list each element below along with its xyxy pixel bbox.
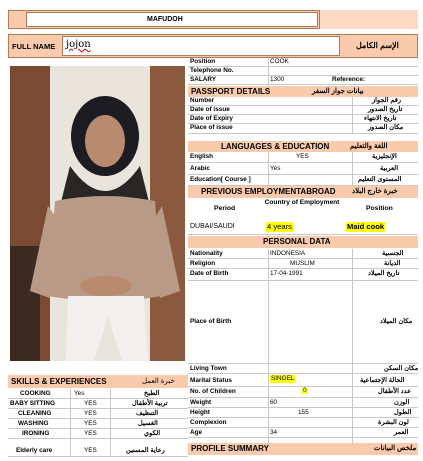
skill-cleaning-row [8, 409, 188, 419]
salary-label: SALARY [190, 76, 217, 83]
dob-label: Date of Birth [190, 270, 229, 277]
living-town-label: Living Town [190, 365, 227, 372]
skills-title-ar: خبرة العمل [142, 378, 175, 385]
position-row [188, 58, 418, 67]
employment-period-value: DUBAI/SAUDI [190, 223, 235, 230]
dob-label-ar: تاريخ الميلاد [368, 270, 400, 277]
english-row [188, 152, 418, 163]
languages-title-ar: اللغة والتعليم [350, 143, 388, 150]
arabic-label: Arabic [190, 165, 210, 172]
employment-country-header [262, 199, 342, 217]
skill-cleaning-value: YES [84, 410, 97, 417]
pob-label: Place of Birth [190, 318, 232, 325]
skill-cleaning-label: CLEANING [18, 410, 52, 417]
position-value: COOK [270, 58, 289, 65]
candidate-photo-image [10, 66, 185, 361]
english-value: YES [296, 153, 309, 160]
employment-country-header-text: Country of Employment [264, 199, 340, 206]
employment-position-value: Maid cook [347, 222, 385, 231]
passport-issue-date-label-ar: تاريخ الصدور [368, 106, 403, 113]
marital-status-row [188, 374, 418, 387]
full-name-field[interactable] [62, 36, 340, 56]
living-town-label-ar: مكان السكن [384, 365, 419, 372]
full-name-label: FULL NAME [12, 42, 56, 51]
full-name-label-ar: الإسم الكامل [356, 41, 399, 50]
arabic-row [188, 163, 418, 175]
education-row [188, 175, 418, 186]
age-label: Age [190, 429, 203, 436]
employment-title-ar: خبرة خارج البلاد [352, 188, 398, 195]
right-table-divider-5 [352, 152, 353, 186]
skill-elderly-care-row [8, 446, 188, 457]
skill-cooking-label-ar: الطبخ [144, 390, 160, 397]
weight-row [188, 398, 418, 408]
candidate-name-header: MAFUDOH [147, 16, 183, 23]
profile-summary-title: PROFILE SUMMARY [191, 444, 269, 453]
passport-expiry-label-ar: تاريخ الانتهاء [364, 115, 397, 122]
children-label-ar: عدد الأطفال [378, 388, 412, 395]
passport-title-ar: بيانات جواز السفر [312, 88, 364, 95]
religion-label-ar: الديانة [384, 260, 401, 267]
nationality-value: INDONESIA [270, 250, 306, 257]
personal-section-header [188, 236, 418, 248]
employment-title: PREVIOUS EMPLOYMENTABROAD [201, 187, 336, 196]
right-table-divider [268, 58, 269, 86]
height-label: Height [190, 409, 210, 416]
header-right-fill [320, 10, 418, 29]
nationality-label: Nationality [190, 250, 223, 257]
skill-washing-value: YES [84, 420, 97, 427]
full-name-value: jojon [66, 39, 91, 50]
age-value: 34 [270, 429, 278, 436]
age-label-ar: العمر [394, 429, 409, 436]
arabic-value: Yes [270, 165, 281, 172]
skill-elderly-care-value: YES [84, 447, 97, 454]
skill-elderly-care-label: Elderly care [16, 447, 53, 454]
profile-summary-header [188, 443, 418, 455]
skill-babysitting-row [8, 399, 188, 409]
passport-expiry-row [188, 115, 418, 124]
complexion-row [188, 418, 418, 428]
complexion-label-ar: لون البشرة [378, 419, 409, 426]
right-table-divider-2 [268, 249, 269, 443]
languages-title: LANGUAGES & EDUCATION [221, 142, 330, 151]
passport-number-label-ar: رقم الجواز [372, 97, 402, 104]
nationality-label-ar: الجنسية [382, 250, 404, 257]
complexion-label: Complexion [190, 419, 227, 426]
skill-ironing-row [8, 429, 188, 439]
skills-table-divider-2 [110, 389, 111, 457]
nationality-row [188, 249, 418, 259]
english-label: English [190, 153, 214, 160]
skill-babysitting-label: BABY SITTING [10, 400, 55, 407]
skill-washing-label: WASHING [18, 420, 49, 427]
height-label-ar: الطول [394, 409, 412, 416]
pob-row [188, 281, 418, 364]
education-label: Education[ Course ] [190, 176, 251, 183]
religion-value: MUSLIM [290, 260, 315, 267]
skill-cooking-row [8, 389, 188, 399]
height-value: 155 [298, 409, 309, 416]
age-row [188, 428, 418, 438]
passport-expiry-label: Date of Expiry [190, 115, 233, 122]
living-town-row [188, 364, 418, 374]
skill-washing-row [8, 419, 188, 429]
passport-place-label-ar: مكان الصدور [368, 124, 404, 131]
passport-issue-date-label: Date of issue [190, 106, 230, 113]
right-table-divider-4 [352, 97, 353, 134]
position-label: Position [190, 58, 216, 65]
right-table-divider-6 [268, 152, 269, 186]
salary-row [188, 76, 418, 85]
english-label-ar: الإنجليزية [372, 153, 397, 160]
skills-title: SKILLS & EXPERIENCES [11, 377, 107, 386]
arabic-label-ar: العربية [380, 165, 399, 172]
passport-section-header [188, 86, 418, 97]
reference-label: Reference: [332, 76, 366, 83]
dob-value: 17-04-1991 [270, 270, 303, 277]
religion-row [188, 259, 418, 269]
employment-position-header: Position [366, 205, 393, 212]
passport-number-label: Number [190, 97, 215, 104]
education-label-ar: المستوى التعليم [358, 176, 402, 183]
dob-row [188, 269, 418, 281]
marital-status-value: SINGEL [271, 375, 295, 382]
children-label: No. of Children [190, 388, 236, 395]
skill-babysitting-value: YES [84, 400, 97, 407]
skill-cooking-label: COOKING [20, 390, 51, 397]
passport-place-row [188, 124, 418, 134]
skill-ironing-label: IRONING [22, 430, 50, 437]
salary-value: 1300 [270, 76, 285, 83]
skill-ironing-value: YES [84, 430, 97, 437]
personal-title: PERSONAL DATA [263, 237, 331, 246]
skills-table-divider [70, 389, 71, 457]
weight-value: 60 [270, 399, 278, 406]
religion-label: Religion [190, 260, 216, 267]
weight-label: Weight [190, 399, 212, 406]
skill-elderly-care-label-ar: رعاية المسنين [126, 447, 165, 454]
passport-title: PASSPORT DETAILS [191, 87, 271, 96]
right-table-divider-3 [352, 249, 353, 443]
employment-section-header [188, 186, 418, 198]
telephone-row [188, 67, 418, 76]
telephone-label: Telephone No. [190, 67, 234, 74]
skills-section-header [8, 375, 188, 388]
children-row [188, 387, 418, 398]
skill-washing-label-ar: الغسيل [138, 420, 158, 427]
skill-ironing-label-ar: الكوي [144, 430, 161, 437]
passport-issue-date-row [188, 106, 418, 115]
profile-summary-title-ar: ملخص البيانات [374, 445, 417, 452]
marital-status-label-ar: الحالة الإجتماعية [360, 377, 405, 384]
skill-babysitting-label-ar: تربية الأطفال [132, 400, 168, 407]
pob-label-ar: مكان الميلاد [380, 318, 413, 325]
skill-cooking-value: Yes [74, 390, 85, 397]
height-row [188, 408, 418, 418]
passport-place-label: Place of issue [190, 124, 233, 131]
employment-period-header: Period [214, 205, 236, 212]
children-value: 0 [303, 387, 307, 394]
employment-country-value: 4 years [267, 222, 292, 231]
candidate-photo [10, 66, 185, 361]
weight-label-ar: الوزن [394, 399, 410, 406]
passport-number-row [188, 97, 418, 106]
skill-cleaning-label-ar: التنظيف [136, 410, 159, 417]
languages-section-header [188, 141, 418, 152]
marital-status-label: Marital Status [190, 377, 232, 384]
